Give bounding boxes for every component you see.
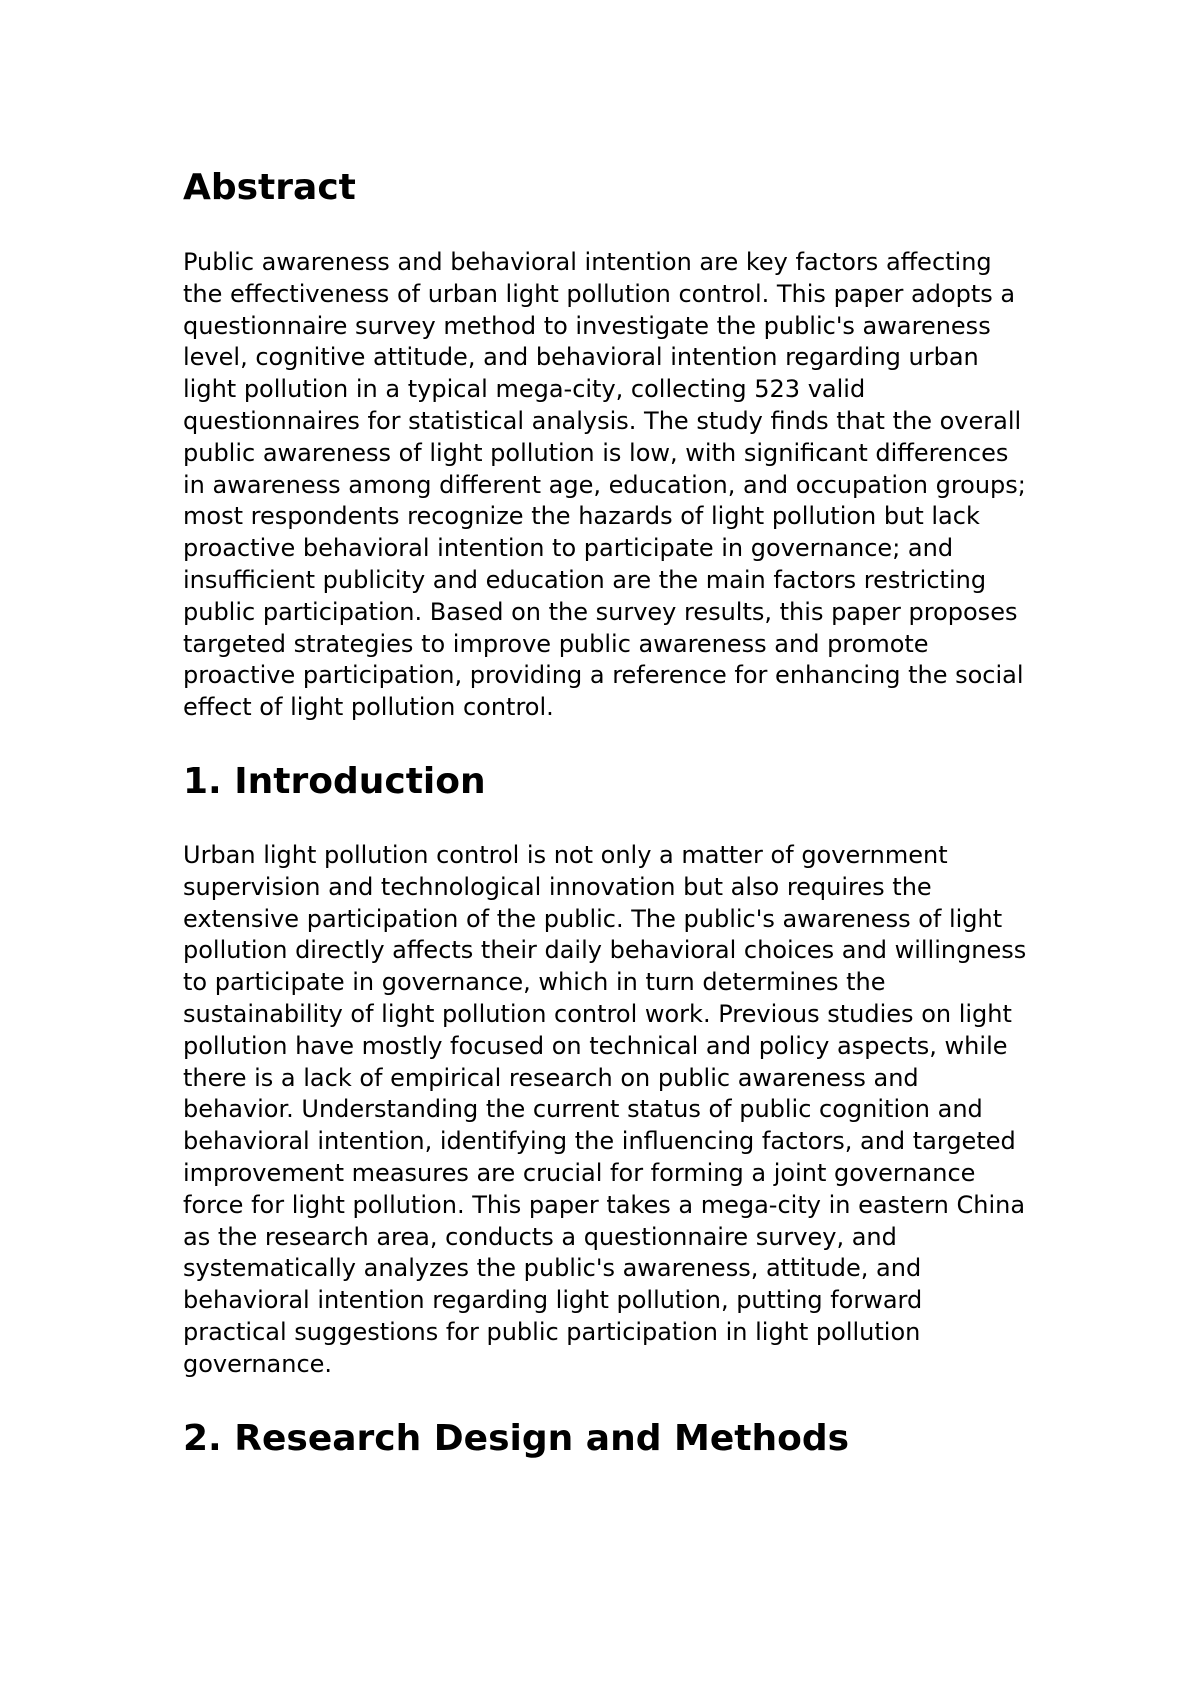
abstract-heading: Abstract xyxy=(183,167,356,208)
introduction-paragraph: Urban light pollution control is not only a matter of government supervision and technological innovation but also requires the extensive participation of the public. The public's awareness of light pollution directly affects their daily behavioral choices and willingness to participate in governance, which in turn determines the sustainability of light pollution control work. Previous studies on light pollution have mostly focused on technical and policy aspects, while there is a lack of empirical research on public awareness and behavior. Understanding the current status of public cognition and behavioral intention, identifying the influencing factors, and targeted improvement measures are crucial for forming a joint governance force for light pollution. This paper takes a mega-city in eastern China as the research area, conducts a questionnaire survey, and systematically analyzes the public's awareness, attitude, and behavioral intention regarding light pollution, putting forward practical suggestions for public participation in light pollution governance. xyxy=(183,841,1027,1378)
introduction-heading: 1. Introduction xyxy=(183,761,486,802)
research-design-heading: 2. Research Design and Methods xyxy=(183,1418,850,1459)
abstract-paragraph: Public awareness and behavioral intention are key factors affecting the effectiveness of urban light pollution control. This paper adopts a questionnaire survey method to investigate the public's awareness level, cognitive attitude, and behavioral intention regarding urban light pollution in a typical mega-city, collecting 523 valid questionnaires for statistical analysis. The study finds that the overall public awareness of light pollution is low, with significant differences in awareness among different age, education, and occupation groups; most respondents recognize the hazards of light pollution but lack proactive behavioral intention to participate in governance; and insufficient publicity and education are the main factors restricting public participation. Based on the survey results, this paper proposes targeted strategies to improve public awareness and promote proactive participation, providing a reference for enhancing the social effect of light pollution control. xyxy=(183,248,1026,722)
